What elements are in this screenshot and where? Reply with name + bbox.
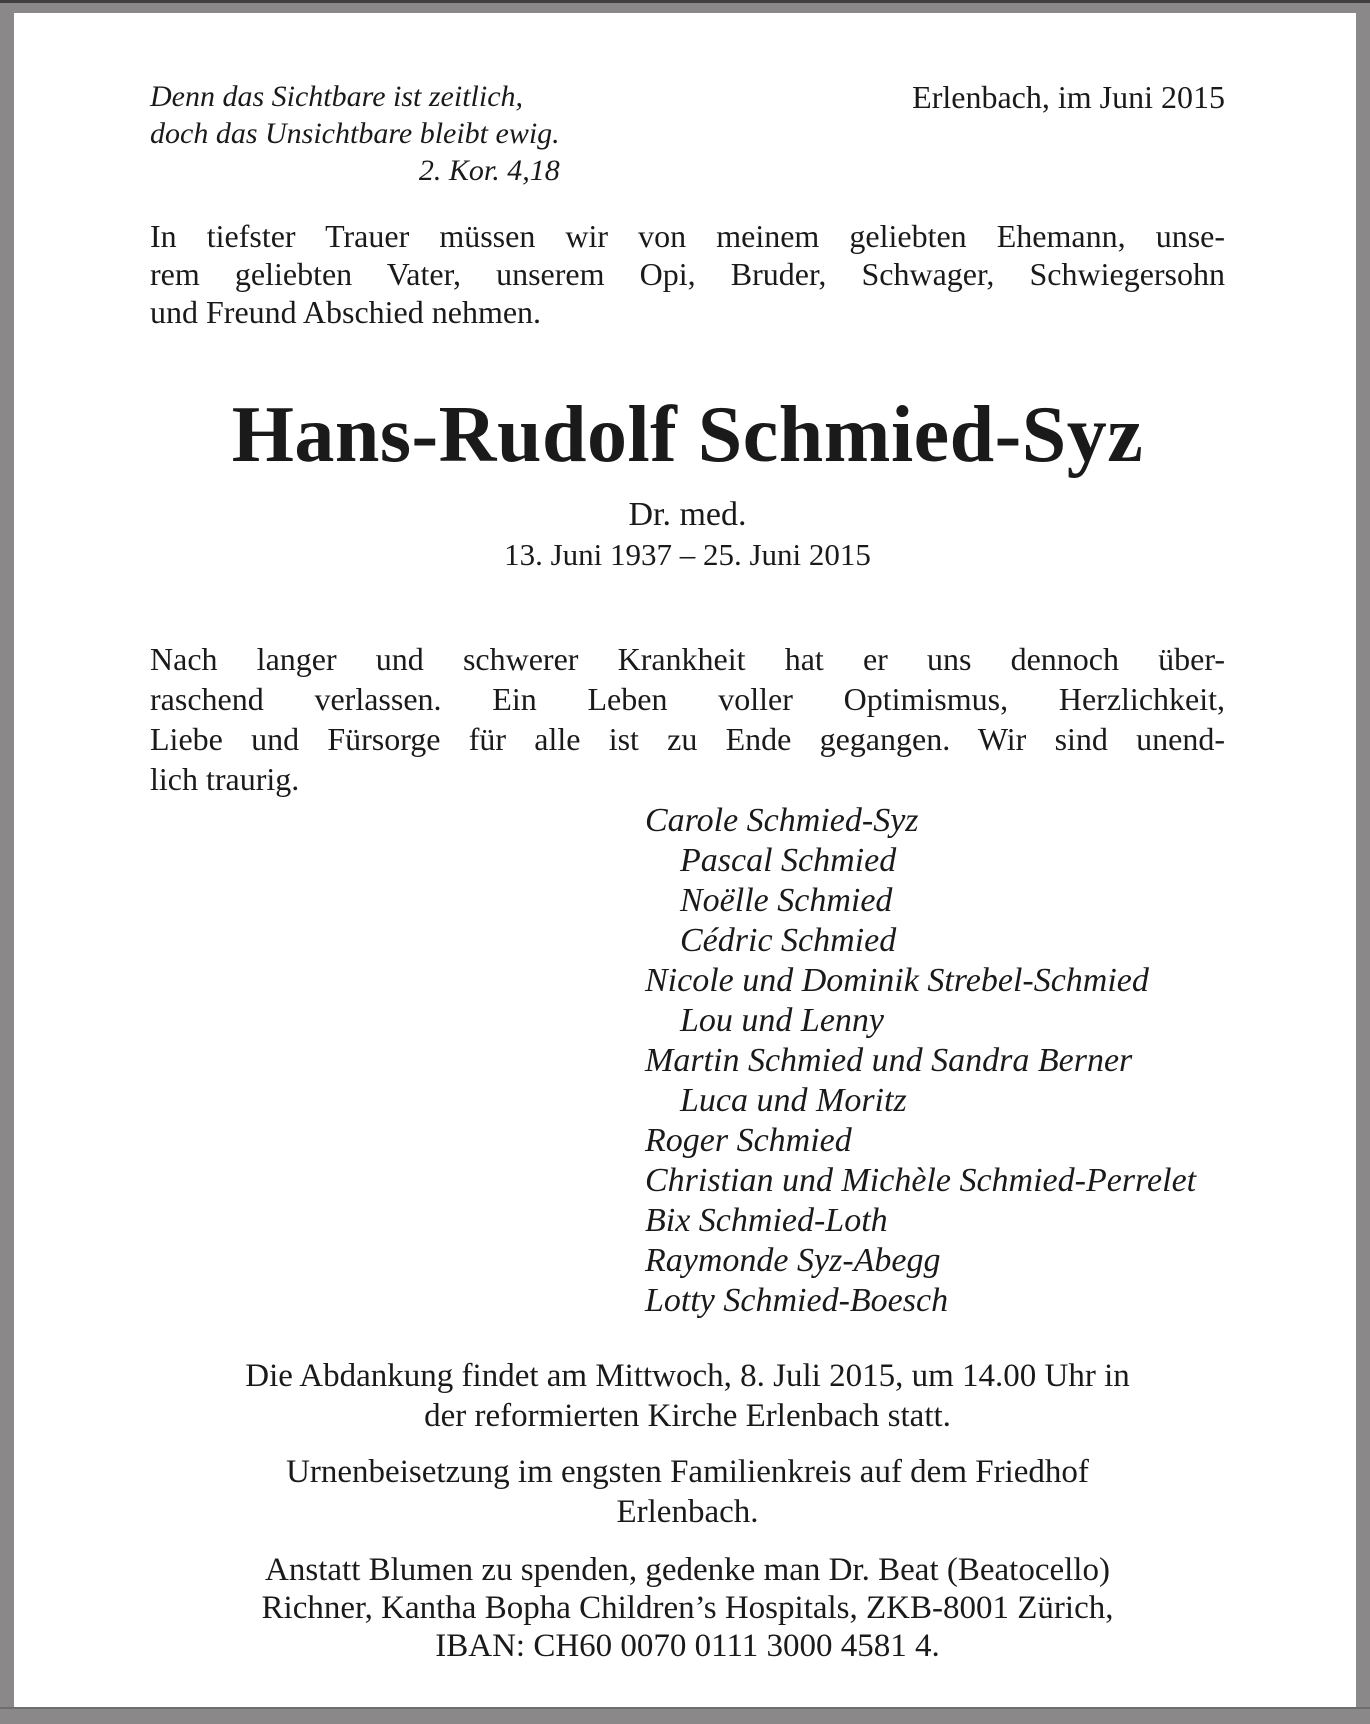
deceased-title: Dr. med.	[628, 496, 747, 533]
text-line: Erlenbach.	[616, 1494, 759, 1530]
donation-info	[150, 1551, 1225, 1665]
mourner-name: Lou und Lenny	[680, 1002, 884, 1039]
mourners-list	[645, 801, 1225, 1321]
mourner-name: Carole Schmied-Syz	[645, 802, 919, 839]
deceased-name: Hans-Rudolf Schmied-Syz	[231, 391, 1144, 479]
text-line: der reformierten Kirche Erlenbach statt.	[424, 1398, 951, 1434]
burial-info	[150, 1452, 1225, 1532]
notice-header	[150, 78, 1225, 189]
deceased-life-dates: 13. Juni 1937 – 25. Juni 2015	[504, 537, 871, 572]
intro-paragraph	[150, 217, 1225, 331]
window-top-edge	[0, 0, 1370, 3]
mourner-name: Cédric Schmied	[680, 922, 897, 959]
mourner-name: Martin Schmied und Sandra Berner	[645, 1042, 1133, 1079]
text-line: Liebe und Fürsorge für alle ist zu Ende gegangen. Wir sind unend-	[150, 721, 1225, 757]
text-line: In tiefster Trauer müssen wir von meinem geliebten Ehemann, unse-	[150, 218, 1225, 254]
text-line: raschend verlassen. Ein Leben voller Optimismus, Herzlichkeit,	[150, 681, 1225, 717]
text-line: Nach langer und schwerer Krankheit hat er uns dennoch über-	[150, 641, 1225, 677]
mourner-name: Bix Schmied-Loth	[645, 1202, 888, 1239]
text-line: Urnenbeisetzung im engsten Familienkreis auf dem Friedhof	[286, 1454, 1089, 1490]
place-dateline: Erlenbach, im Juni 2015	[912, 79, 1225, 115]
scripture-quote	[150, 78, 560, 189]
mourner-name: Lotty Schmied-Boesch	[645, 1282, 949, 1319]
mourner-name: Roger Schmied	[645, 1122, 852, 1159]
obituary-paragraph	[150, 639, 1225, 799]
scripture-attribution: 2. Kor. 4,18	[418, 154, 560, 187]
frame-bottom-edge	[0, 1707, 1370, 1709]
mourner-name: Pascal Schmied	[680, 842, 897, 879]
service-info	[150, 1356, 1225, 1436]
mourner-name: Raymonde Syz-Abegg	[645, 1242, 941, 1279]
mourner-name: Christian und Michèle Schmied-Perrelet	[645, 1162, 1197, 1199]
text-line: lich traurig.	[150, 761, 300, 797]
mourner-name: Noëlle Schmied	[680, 882, 893, 919]
text-line: und Freund Abschied nehmen.	[150, 294, 542, 330]
scripture-line: Denn das Sichtbare ist zeitlich,	[150, 80, 524, 113]
notice-card	[14, 13, 1356, 1707]
text-line: rem geliebten Vater, unserem Opi, Bruder, Schwager, Schwiegersohn	[150, 256, 1225, 292]
mourner-name: Nicole und Dominik Strebel-Schmied	[645, 962, 1149, 999]
text-line: Die Abdankung findet am Mittwoch, 8. Juli 2015, um 14.00 Uhr in	[245, 1358, 1130, 1394]
text-line: Richner, Kantha Bopha Children’s Hospitals, ZKB-8001 Zürich,	[261, 1590, 1114, 1626]
mourner-name: Luca und Moritz	[680, 1082, 907, 1119]
text-line: Anstatt Blumen zu spenden, gedenke man Dr. Beat (Beatocello)	[265, 1552, 1110, 1588]
text-line: IBAN: CH60 0070 0111 3000 4581 4.	[435, 1628, 940, 1664]
scripture-line: doch das Unsichtbare bleibt ewig.	[150, 117, 560, 150]
